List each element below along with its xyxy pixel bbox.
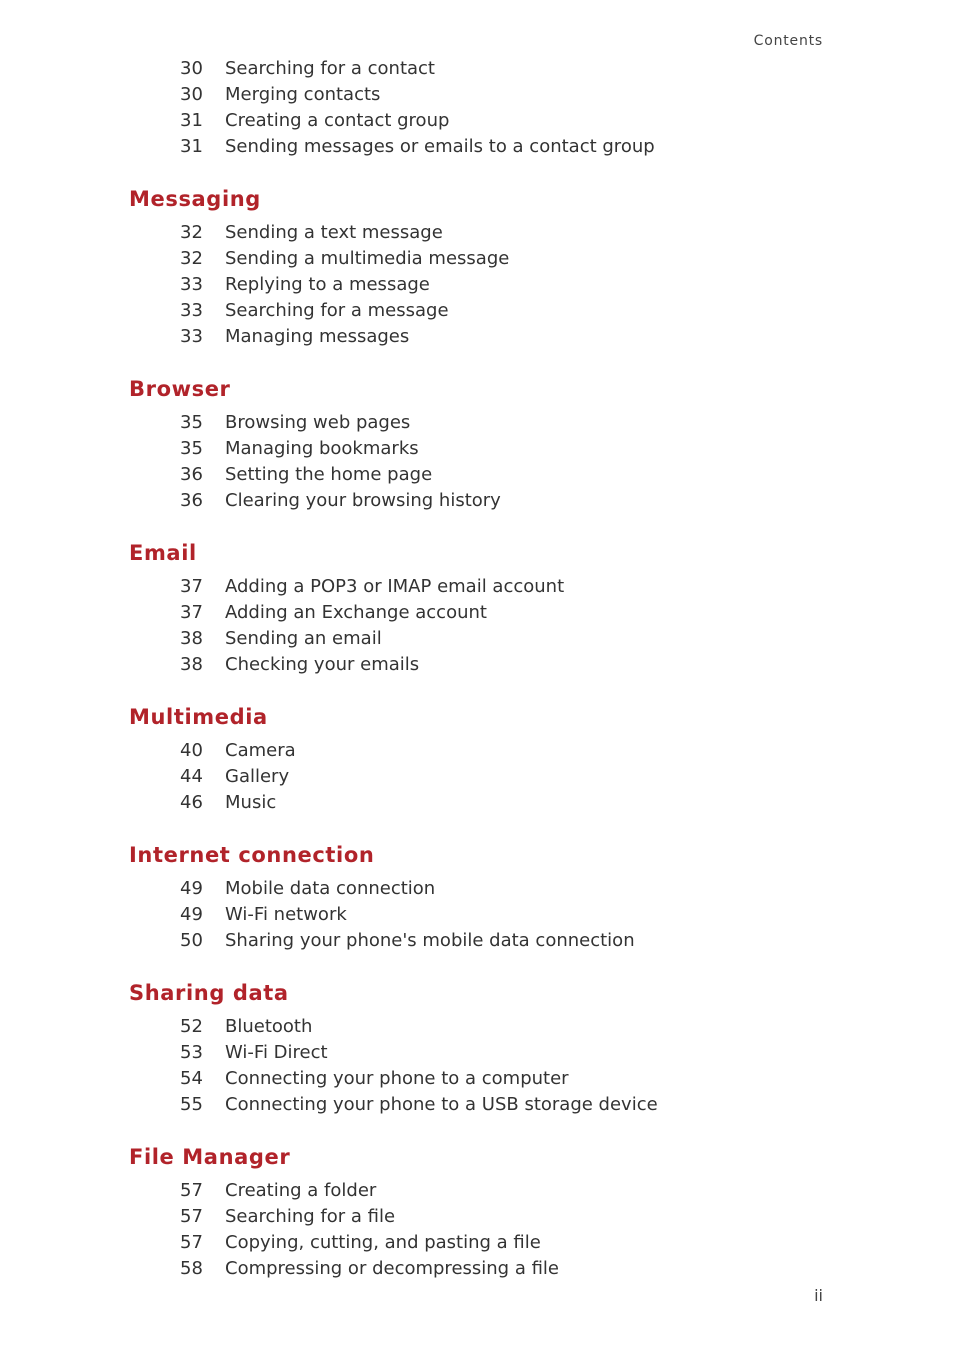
toc-entry-title: Merging contacts: [225, 84, 381, 105]
toc-entry[interactable]: [0, 436, 954, 462]
toc-entry-title: Clearing your browsing history: [225, 490, 501, 511]
toc-entry-title: Managing bookmarks: [225, 438, 419, 459]
toc-section: [0, 539, 954, 678]
toc-entry[interactable]: [0, 1256, 954, 1282]
toc-entry[interactable]: [0, 108, 954, 134]
section-entry-list: [0, 1178, 954, 1282]
toc-entry[interactable]: [0, 876, 954, 902]
toc-entry-page: 30: [180, 58, 203, 79]
toc-entry[interactable]: [0, 220, 954, 246]
section-heading[interactable]: Browser: [129, 377, 231, 401]
toc-entry[interactable]: [0, 1178, 954, 1204]
toc-entry[interactable]: [0, 246, 954, 272]
toc-entry-page: 33: [180, 326, 203, 347]
toc-entry[interactable]: [0, 652, 954, 678]
toc-entry[interactable]: [0, 928, 954, 954]
toc-entry-title: Creating a contact group: [225, 110, 450, 131]
toc-entry[interactable]: [0, 1040, 954, 1066]
section-entry-list: [0, 220, 954, 350]
toc-entry[interactable]: [0, 1014, 954, 1040]
toc-entry-page: 33: [180, 300, 203, 321]
toc-section: [0, 841, 954, 954]
section-entry-list: [0, 410, 954, 514]
toc-entry-page: 32: [180, 248, 203, 269]
toc-entry-title: Replying to a message: [225, 274, 430, 295]
section-entry-list: [0, 738, 954, 816]
toc-entry-page: 35: [180, 438, 203, 459]
toc-entry-title: Camera: [225, 740, 296, 761]
toc-section: [0, 703, 954, 816]
toc-entry-page: 37: [180, 602, 203, 623]
section-entry-list: [0, 876, 954, 954]
toc-entry[interactable]: [0, 462, 954, 488]
toc-entry[interactable]: [0, 410, 954, 436]
toc-entry-title: Mobile data connection: [225, 878, 436, 899]
toc-entry-page: 49: [180, 878, 203, 899]
toc-section: [0, 1143, 954, 1282]
toc-entry[interactable]: [0, 626, 954, 652]
toc-entry-page: 32: [180, 222, 203, 243]
toc-entry-page: 55: [180, 1094, 203, 1115]
toc-entry-page: 33: [180, 274, 203, 295]
toc-entry-title: Music: [225, 792, 277, 813]
toc-entry-title: Sending a text message: [225, 222, 443, 243]
toc-entry-page: 53: [180, 1042, 203, 1063]
toc-entry-title: Sharing your phone's mobile data connection: [225, 930, 635, 951]
toc-entry-title: Adding a POP3 or IMAP email account: [225, 576, 565, 597]
toc-section: [0, 979, 954, 1118]
toc-entry-title: Searching for a message: [225, 300, 449, 321]
toc-entry-page: 46: [180, 792, 203, 813]
toc-entry-page: 31: [180, 110, 203, 131]
toc-entry[interactable]: [0, 1066, 954, 1092]
toc-entry[interactable]: [0, 1230, 954, 1256]
toc-entry-title: Compressing or decompressing a file: [225, 1258, 559, 1279]
section-heading[interactable]: Internet connection: [129, 843, 375, 867]
toc-entry-page: 58: [180, 1258, 203, 1279]
toc-entry-page: 52: [180, 1016, 203, 1037]
section-heading[interactable]: Email: [129, 541, 197, 565]
toc-entry-page: 36: [180, 464, 203, 485]
toc-entry-page: 54: [180, 1068, 203, 1089]
toc-entry[interactable]: [0, 56, 954, 82]
section-heading[interactable]: Sharing data: [129, 981, 289, 1005]
toc-entry-page: 57: [180, 1206, 203, 1227]
intro-entry-list: [0, 56, 954, 160]
toc-entry-title: Creating a folder: [225, 1180, 377, 1201]
toc-entry-title: Wi-Fi network: [225, 904, 347, 925]
toc-entry[interactable]: [0, 488, 954, 514]
toc-entry-page: 57: [180, 1232, 203, 1253]
section-heading[interactable]: File Manager: [129, 1145, 291, 1169]
toc-entry-page: 38: [180, 628, 203, 649]
toc-entry-title: Searching for a file: [225, 1206, 396, 1227]
toc-entry-page: 31: [180, 136, 203, 157]
toc-entry[interactable]: [0, 324, 954, 350]
toc-entry-page: 50: [180, 930, 203, 951]
toc-entry-title: Wi-Fi Direct: [225, 1042, 328, 1063]
toc-entry[interactable]: [0, 738, 954, 764]
toc-entry-title: Setting the home page: [225, 464, 433, 485]
toc-entry[interactable]: [0, 574, 954, 600]
table-of-contents: [0, 56, 954, 1282]
toc-entry-page: 57: [180, 1180, 203, 1201]
toc-entry-page: 44: [180, 766, 203, 787]
toc-entry[interactable]: [0, 1092, 954, 1118]
running-header: Contents: [753, 33, 823, 49]
toc-entry-page: 37: [180, 576, 203, 597]
toc-entry-page: 36: [180, 490, 203, 511]
toc-entry-title: Connecting your phone to a USB storage device: [225, 1094, 658, 1115]
section-heading[interactable]: Multimedia: [129, 705, 268, 729]
toc-entry[interactable]: [0, 600, 954, 626]
toc-sections: [0, 185, 954, 1282]
toc-entry-title: Sending messages or emails to a contact group: [225, 136, 655, 157]
section-entry-list: [0, 574, 954, 678]
toc-entry[interactable]: [0, 764, 954, 790]
toc-entry-title: Managing messages: [225, 326, 410, 347]
toc-entry-title: Adding an Exchange account: [225, 602, 487, 623]
toc-entry[interactable]: [0, 298, 954, 324]
toc-entry-title: Copying, cutting, and pasting a file: [225, 1232, 541, 1253]
toc-entry-page: 30: [180, 84, 203, 105]
toc-entry-title: Bluetooth: [225, 1016, 313, 1037]
toc-entry-title: Searching for a contact: [225, 58, 435, 79]
toc-entry[interactable]: [0, 82, 954, 108]
toc-section: [0, 375, 954, 514]
toc-entry-title: Browsing web pages: [225, 412, 411, 433]
toc-entry-page: 40: [180, 740, 203, 761]
toc-entry-page: 49: [180, 904, 203, 925]
toc-entry-title: Sending a multimedia message: [225, 248, 510, 269]
toc-entry[interactable]: [0, 902, 954, 928]
toc-section: [0, 185, 954, 350]
toc-entry-title: Gallery: [225, 766, 290, 787]
toc-entry-page: 35: [180, 412, 203, 433]
toc-entry-page: 38: [180, 654, 203, 675]
section-entry-list: [0, 1014, 954, 1118]
toc-entry-title: Sending an email: [225, 628, 382, 649]
page-number: ii: [814, 1286, 823, 1305]
toc-entry[interactable]: [0, 134, 954, 160]
toc-entry-title: Connecting your phone to a computer: [225, 1068, 569, 1089]
toc-entry-title: Checking your emails: [225, 654, 420, 675]
toc-entry[interactable]: [0, 1204, 954, 1230]
toc-entry[interactable]: [0, 790, 954, 816]
toc-entry[interactable]: [0, 272, 954, 298]
section-heading[interactable]: Messaging: [129, 187, 261, 211]
